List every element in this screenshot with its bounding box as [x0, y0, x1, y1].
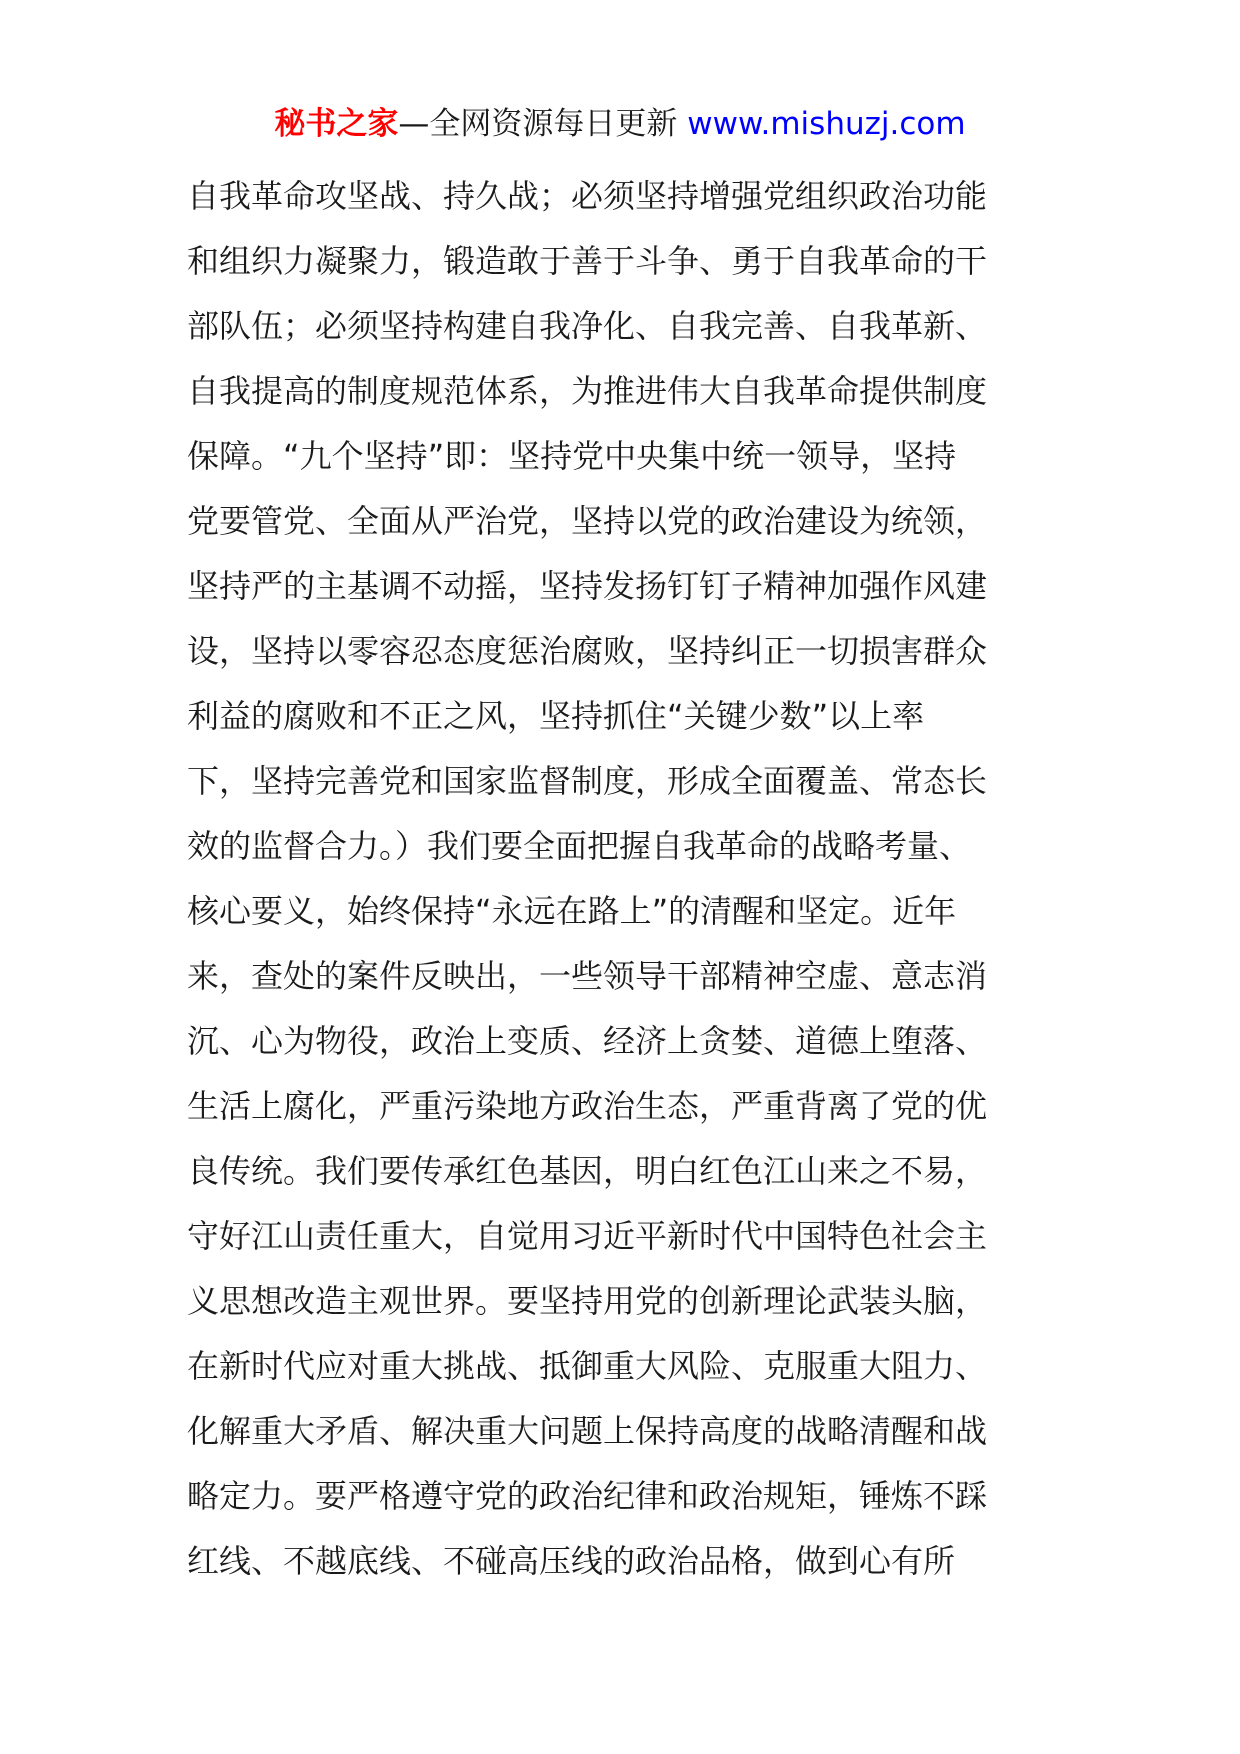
- text-line: 保障。“九个坚持”即：坚持党中央集中统一领导，坚持: [187, 437, 957, 475]
- text-line: 利益的腐败和不正之风，坚持抓住“关键少数”以上率: [187, 697, 925, 735]
- text-line: 红线、不越底线、不碰高压线的政治品格，做到心有所: [187, 1542, 956, 1580]
- page-header: [0, 104, 1240, 144]
- text-line: 自我革命攻坚战、持久战；必须坚持增强党组织政治功能: [187, 177, 988, 215]
- text-line: 义思想改造主观世界。要坚持用党的创新理论武装头脑，: [187, 1282, 988, 1320]
- text-line: 核心要义，始终保持“永远在路上”的清醒和坚定。近年: [187, 892, 957, 930]
- text-line: 部队伍；必须坚持构建自我净化、自我完善、自我革新、: [187, 307, 988, 345]
- site-brand: 秘书之家: [274, 106, 399, 142]
- text-line: 守好江山责任重大，自觉用习近平新时代中国特色社会主: [187, 1217, 988, 1255]
- text-line: 坚持严的主基调不动摇，坚持发扬钉钉子精神加强作风建: [187, 567, 988, 605]
- text-line: 略定力。要严格遵守党的政治纪律和政治规矩，锤炼不踩: [187, 1477, 988, 1515]
- site-url-link[interactable]: www.mishuzj.com: [687, 106, 966, 142]
- text-line: 党要管党、全面从严治党，坚持以党的政治建设为统领，: [187, 502, 988, 540]
- text-line: 化解重大矛盾、解决重大问题上保持高度的战略清醒和战: [187, 1412, 988, 1450]
- text-line: 效的监督合力。）我们要全面把握自我革命的战略考量、: [187, 827, 972, 865]
- text-line: 生活上腐化，严重污染地方政治生态，严重背离了党的优: [187, 1087, 988, 1125]
- text-line: 沉、心为物役，政治上变质、经济上贪婪、道德上堕落、: [187, 1022, 988, 1060]
- text-line: 在新时代应对重大挑战、抵御重大风险、克服重大阻力、: [187, 1347, 988, 1385]
- text-line: 和组织力凝聚力，锻造敢于善于斗争、勇于自我革命的干: [187, 242, 988, 280]
- text-line: 下，坚持完善党和国家监督制度，形成全面覆盖、常态长: [187, 762, 988, 800]
- text-line: 来，查处的案件反映出，一些领导干部精神空虚、意志消: [187, 957, 988, 995]
- text-line: 良传统。我们要传承红色基因，明白红色江山来之不易，: [187, 1152, 988, 1190]
- text-line: 设，坚持以零容忍态度惩治腐败，坚持纠正一切损害群众: [187, 632, 988, 670]
- document-body: [187, 164, 1055, 1594]
- site-tagline: —全网资源每日更新: [398, 106, 688, 142]
- text-line: 自我提高的制度规范体系，为推进伟大自我革命提供制度: [187, 372, 988, 410]
